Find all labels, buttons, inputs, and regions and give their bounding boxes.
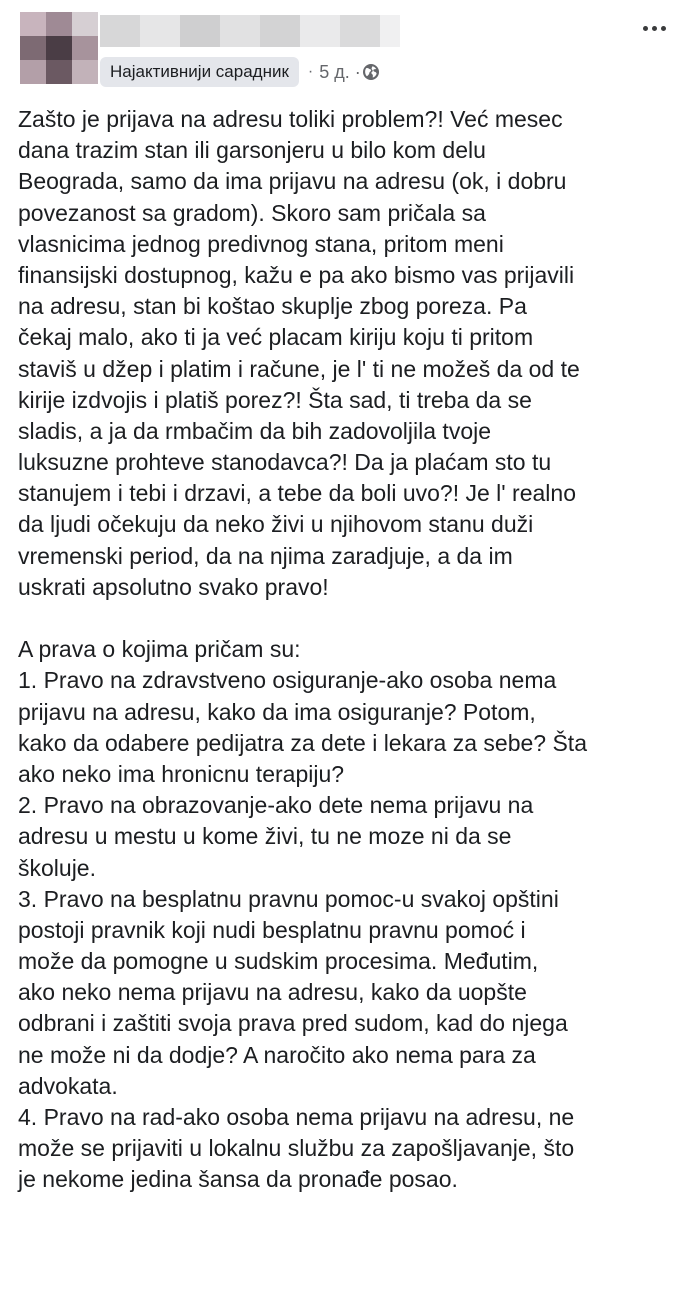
post-text-line: 1. Pravo na zdravstveno osiguranje-ako osoba nema bbox=[18, 667, 557, 694]
post-text-line: ako neko ima hronicnu terapiju? bbox=[18, 760, 345, 787]
post-text-line: je nekome jedina šansa da pronađe posao. bbox=[18, 1166, 458, 1193]
meta-separator: · bbox=[307, 63, 314, 80]
avatar[interactable] bbox=[20, 12, 98, 84]
post-text-line: može se prijaviti u lokalnu službu za zapošljavanje, što bbox=[18, 1135, 575, 1162]
globe-icon bbox=[362, 63, 380, 81]
paragraph-break bbox=[18, 603, 678, 634]
post-text-line: ne može ni da dodje? A naročito ako nema para za bbox=[18, 1041, 536, 1068]
post-text-line: može da pomogne u sudskim procesima. Međutim, bbox=[18, 948, 539, 975]
post-text-line: finansijski dostupnog, kažu e pa ako bismo vas prijavili bbox=[18, 261, 575, 288]
more-dots-icon[interactable] bbox=[638, 14, 670, 42]
post-text-line: kako da odabere pedijatra za dete i lekara za sebe? Šta bbox=[18, 729, 587, 756]
post-text bbox=[18, 104, 678, 1196]
post-text-line: povezanost sa gradom). Skoro sam pričala sa bbox=[18, 199, 486, 226]
post-text-line: advokata. bbox=[18, 1072, 118, 1099]
post-text-line: uskrati apsolutno svako pravo! bbox=[18, 573, 329, 600]
post-text-line: 3. Pravo na besplatnu pravnu pomoc-u svakoj opštini bbox=[18, 885, 559, 912]
top-contributor-badge[interactable]: Најактивнији сарадник bbox=[100, 57, 299, 87]
post-text-line: školuje. bbox=[18, 854, 96, 881]
post-text-line: luksuzne prohteve stanodavca?! Da ja plaćam sto tu bbox=[18, 449, 552, 476]
post-text-line: sladis, a ja da rmbačim da bih zadovoljila tvoje bbox=[18, 417, 492, 444]
post-text-line: odbrani i zaštiti svoja prava pred sudom, kad do njega bbox=[18, 1010, 568, 1037]
post-text-line: stanujem i tebi i drzavi, a tebe da boli uvo?! Je l' realno bbox=[18, 480, 576, 507]
post-text-line: na adresu, stan bi koštao skuplje zbog poreza. Pa bbox=[18, 293, 527, 320]
post-text-line: prijavu na adresu, kako da ima osiguranje? Potom, bbox=[18, 698, 536, 725]
post-text-line: vlasnicima jednog predivnog stana, pritom meni bbox=[18, 230, 504, 257]
post-text-line: dana trazim stan ili garsonjeru u bilo kom delu bbox=[18, 137, 486, 164]
post-header bbox=[0, 0, 688, 96]
post-text-line: Zašto je prijava na adresu toliki problem?! Već mesec bbox=[18, 106, 563, 132]
author-name-blurred[interactable] bbox=[100, 15, 400, 47]
post-text-line: A prava o kojima pričam su: bbox=[18, 636, 301, 663]
post-text-line: čekaj malo, ako ti ja već placam kiriju koju ti pritom bbox=[18, 324, 534, 351]
post-text-line: da ljudi očekuju da neko živi u njihovom stanu duži bbox=[18, 511, 534, 538]
post-meta-row bbox=[100, 56, 380, 88]
post-text-line: Beograda, samo da ima prijavu na adresu (ok, i dobru bbox=[18, 168, 567, 195]
post-text-line: kirije izdvojis i platiš porez?! Šta sad, ti treba da se bbox=[18, 386, 532, 413]
post-text-line: postoji pravnik koji nudi besplatnu pravnu pomoć i bbox=[18, 916, 526, 943]
post-text-line: ako neko nema prijavu na adresu, kako da uopšte bbox=[18, 979, 527, 1006]
post-text-line: 4. Pravo na rad-ako osoba nema prijavu na adresu, ne bbox=[18, 1104, 575, 1130]
post-timestamp[interactable]: 5 д. · bbox=[319, 61, 361, 82]
post-text-line: vremenski period, da na njima zaradjuje, a da im bbox=[18, 542, 513, 569]
post-text-line: adresu u mestu u kome živi, tu ne moze ni da se bbox=[18, 823, 512, 850]
post-text-line: 2. Pravo na obrazovanje-ako dete nema prijavu na bbox=[18, 792, 534, 819]
post-text-line: staviš u džep i platim i račune, je l' ti ne možeš da od te bbox=[18, 355, 580, 382]
